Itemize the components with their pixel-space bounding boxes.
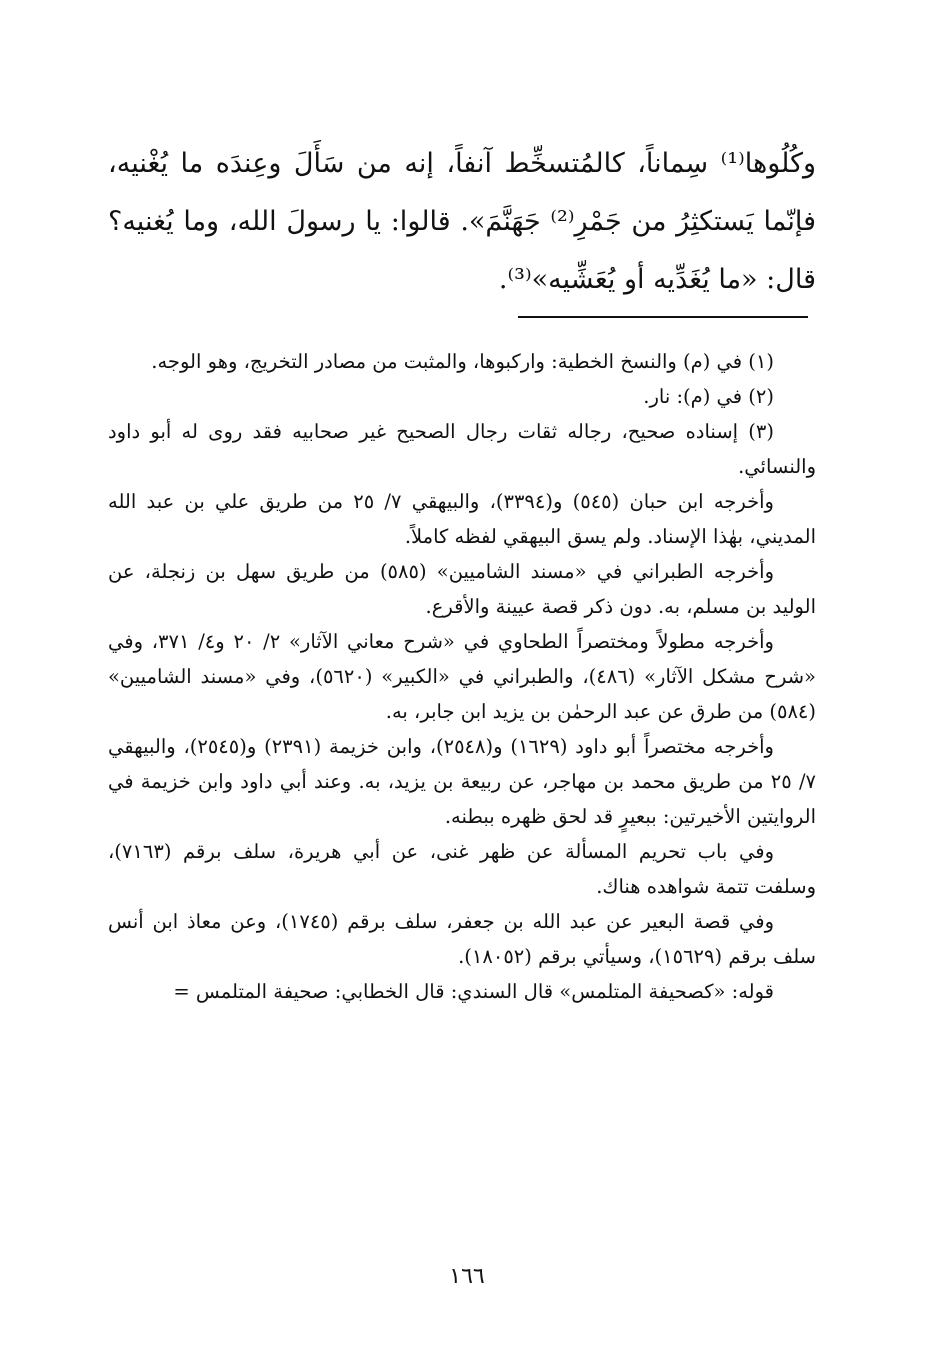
footnotes — [108, 344, 816, 1009]
footnote-paragraph: وأخرجه الطبراني في «مسند الشاميين» (٥٨٥) من طريق سهل بن زنجلة، عن الوليد بن مسلم، به. دون ذكر قصة عيينة والأقرع. — [108, 560, 816, 618]
footnote-1: (١) في (م) والنسخ الخطية: واركبوها، والمثبت من مصادر التخريج، وهو الوجه. — [151, 350, 774, 373]
page-number: ١٦٦ — [449, 1264, 485, 1289]
footnote-3: (٣) إسناده صحيح، رجاله ثقات رجال الصحيح غير صحابيه فقد روى له أبو داود والنسائي. — [108, 420, 816, 478]
footnote-paragraph: وفي قصة البعير عن عبد الله بن جعفر، سلف برقم (١٧٤٥)، وعن معاذ ابن أنس سلف برقم (١٥٦٢٩)، وسيأتي برقم (١٨٠٥٢). — [108, 910, 816, 968]
main-text: وكُلُوها⁽¹⁾ سِماناً، كالمُتسخِّط آنفاً، إنه من سَأَلَ وعِندَه ما يُغْنيه، فإنّما يَستكثِرُ من جَمْرِ⁽²⁾ جَهَنَّمَ». قالوا: يا رسولَ الله، وما يُغنيه؟ قال: «ما يُغَدِّيه أو يُعَشِّيه»⁽³⁾. — [108, 148, 817, 295]
footnote-paragraph: وأخرجه مختصراً أبو داود (١٦٢٩) و(٢٥٤٨)، وابن خزيمة (٢٣٩١) و(٢٥٤٥)، والبيهقي ٧/ ٢٥ من طريق محمد بن مهاجر، عن ربيعة بن يزيد، به. وعند أبي داود وابن خزيمة في الروايتين الأخيرتين: ببعيرٍ قد لحق ظهره ببطنه. — [108, 735, 816, 828]
footnote-paragraph: وأخرجه مطولاً ومختصراً الطحاوي في «شرح معاني الآثار» ٢/ ٢٠ و٤/ ٣٧١، وفي «شرح مشكل الآثار» (٤٨٦)، والطبراني في «الكبير» (٥٦٢٠)، وفي «مسند الشاميين» (٥٨٤) من طرق عن عبد الرحمٰن بن يزيد ابن جابر، به. — [108, 630, 816, 723]
footnote-2: (٢) في (م): نار. — [643, 385, 774, 408]
footnote-paragraph: قوله: «كصحيفة المتلمس» قال السندي: قال الخطابي: صحيفة المتلمس = — [173, 980, 774, 1003]
footnote-paragraph: وأخرجه ابن حبان (٥٤٥) و(٣٣٩٤)، والبيهقي ٧/ ٢٥ من طريق علي بن عبد الله المديني، بهٰذا الإسناد. ولم يسق البيهقي لفظه كاملاً. — [108, 490, 816, 548]
footnote-paragraph: وفي باب تحريم المسألة عن ظهر غنى، عن أبي هريرة، سلف برقم (٧١٦٣)، وسلفت تتمة شواهده هناك. — [108, 840, 816, 898]
footnote-divider — [518, 316, 808, 318]
